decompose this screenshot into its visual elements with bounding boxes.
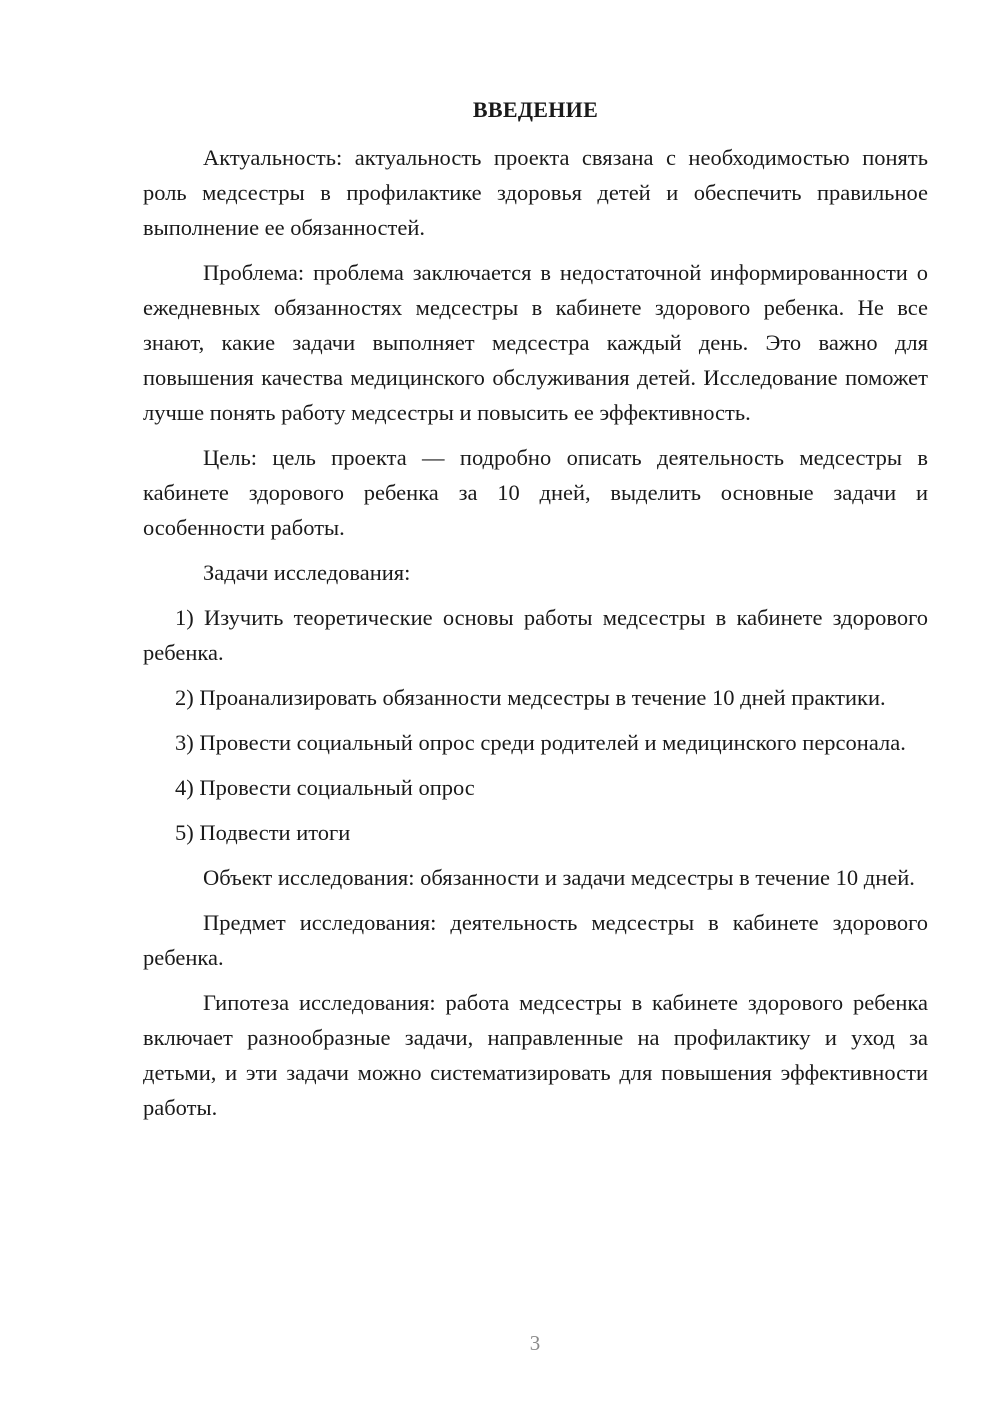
page-content — [143, 92, 928, 1135]
subject-paragraph: Предмет исследования: деятельность медсестры в кабинете здорового ребенка. — [143, 910, 928, 970]
task-item-5: 5) Подвести итоги — [175, 820, 351, 845]
goal-paragraph: Цель: цель проекта — подробно описать деятельность медсестры в кабинете здорового ребенка за 10 дней, выделить основные задачи и особенности работы. — [143, 445, 928, 540]
task-item-2: 2) Проанализировать обязанности медсестры в течение 10 дней практики. — [175, 685, 886, 710]
task-item-4: 4) Провести социальный опрос — [175, 775, 475, 800]
relevance-paragraph: Актуальность: актуальность проекта связана с необходимостью понять роль медсестры в профилактике здоровья детей и обеспечить правильное выполнение ее обязанностей. — [143, 145, 928, 240]
tasks-heading: Задачи исследования: — [203, 560, 411, 585]
task-item-1: 1) Изучить теоретические основы работы медсестры в кабинете здорового ребенка. — [143, 605, 928, 665]
object-paragraph: Объект исследования: обязанности и задачи медсестры в течение 10 дней. — [203, 865, 915, 890]
section-title: ВВЕДЕНИЕ — [472, 97, 599, 122]
problem-paragraph: Проблема: проблема заключается в недостаточной информированности о ежедневных обязанностях медсестры в кабинете здорового ребенка. Не все знают, какие задачи выполняет медсестра каждый день. Это важно для повышения качества медицинского обслуживания детей. Исследование поможет лучше понять работу медсестры и повысить ее эффективность. — [143, 260, 928, 425]
hypothesis-paragraph: Гипотеза исследования: работа медсестры в кабинете здорового ребенка включает разнообразные задачи, направленные на профилактику и уход за детьми, и эти задачи можно систематизировать для повышения эффективности работы. — [143, 990, 928, 1120]
page-number: 3 — [529, 1331, 541, 1355]
task-item-3: 3) Провести социальный опрос среди родителей и медицинского персонала. — [175, 730, 906, 755]
